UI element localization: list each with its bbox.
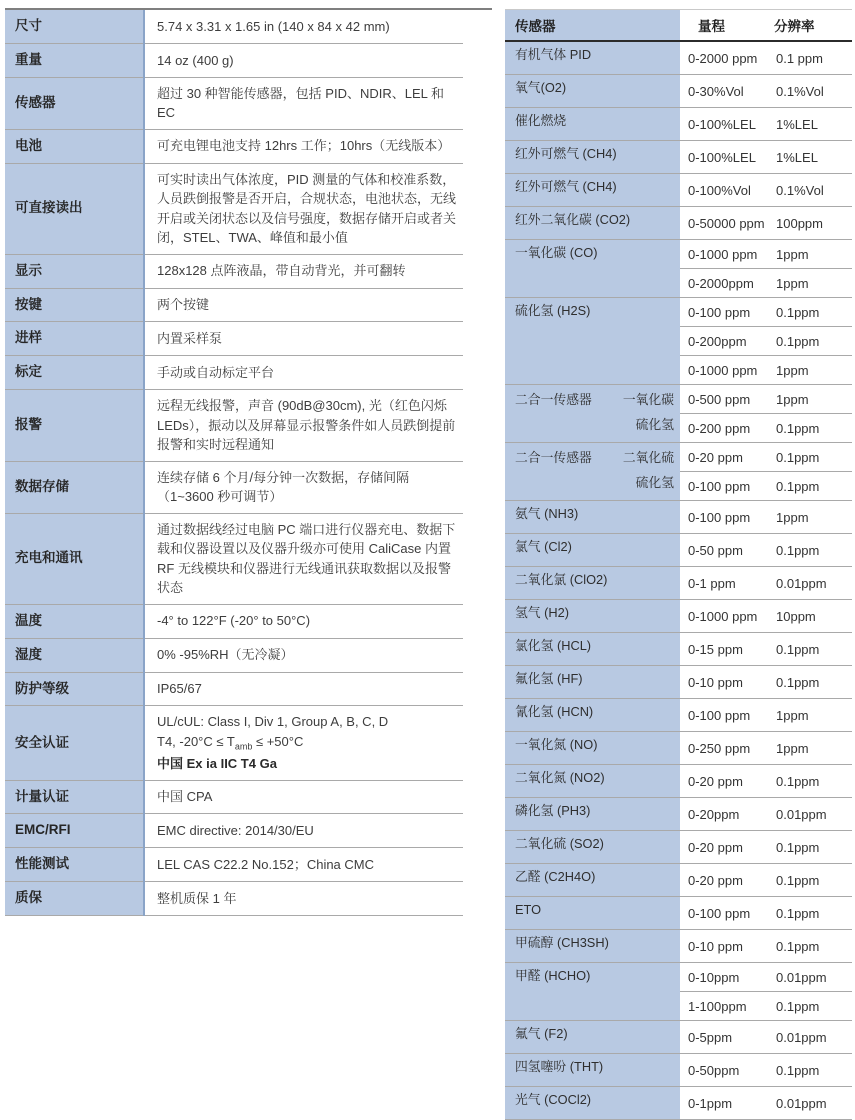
spec-row [5, 461, 463, 513]
range-cell: 0-30%Vol [680, 75, 772, 108]
sensor-name-line [515, 388, 676, 412]
sensor-row [505, 174, 852, 207]
resolution-cell: 0.1ppm [772, 864, 852, 897]
sensor-row [505, 443, 852, 472]
sensor-row [505, 240, 852, 269]
sensor-name-cell: 氯化氢 (HCL) [505, 633, 680, 666]
spec-row [5, 322, 463, 356]
range-cell: 0-100 ppm [680, 298, 772, 327]
spec-value-cell: LEL CAS C22.2 No.152；China CMC [144, 848, 463, 882]
sensor-row [505, 41, 852, 75]
spec-value-cell: 中国 CPA [144, 780, 463, 814]
resolution-cell: 1ppm [772, 385, 852, 414]
sensor-name-cell: 氟气 (F2) [505, 1021, 680, 1054]
range-cell: 0-15 ppm [680, 633, 772, 666]
spec-label-cell: 充电和通讯 [5, 513, 144, 604]
sensor-row [505, 600, 852, 633]
spec-label-cell: 温度 [5, 604, 144, 638]
resolution-cell: 0.1ppm [772, 930, 852, 963]
resolution-cell: 1ppm [772, 356, 852, 385]
spec-label-cell: 报警 [5, 390, 144, 462]
range-cell: 0-1ppm [680, 1087, 772, 1120]
resolution-cell: 1ppm [772, 501, 852, 534]
spec-row [5, 163, 463, 254]
sensor-name-cell: 红外可燃气 (CH4) [505, 174, 680, 207]
sensor-row [505, 534, 852, 567]
sensor-row [505, 897, 852, 930]
spec-label-cell: 按键 [5, 288, 144, 322]
spec-row [5, 814, 463, 848]
sensor-name-cell: 甲醛 (HCHO) [505, 963, 680, 1021]
sensor-name-line [515, 412, 676, 438]
sensor-name-cell: 一氧化氮 (NO) [505, 732, 680, 765]
sensor-name-line [515, 470, 676, 496]
sensor-name-cell [505, 443, 680, 501]
sensor-table-body [505, 41, 852, 1120]
spec-row [5, 604, 463, 638]
resolution-cell: 0.1ppm [772, 992, 852, 1021]
sensor-name-cell [505, 385, 680, 443]
sensor-row [505, 567, 852, 600]
resolution-cell: 1ppm [772, 240, 852, 269]
spec-row [5, 288, 463, 322]
resolution-cell: 1ppm [772, 732, 852, 765]
range-cell: 0-50ppm [680, 1054, 772, 1087]
sensor-sub-label: 硫化氢 [635, 475, 674, 490]
spec-row [5, 77, 463, 129]
spec-value-line: UL/cUL: Class I, Div 1, Group A, B, C, D [157, 714, 389, 730]
resolution-cell: 10ppm [772, 600, 852, 633]
spec-label-cell: 安全认证 [5, 706, 144, 780]
sensor-name-label: 二合一传感器 [515, 392, 592, 407]
spec-value-cell: 128x128 点阵液晶，带自动背光，并可翻转 [144, 254, 463, 288]
range-cell: 0-200ppm [680, 327, 772, 356]
resolution-cell: 0.1%Vol [772, 174, 852, 207]
spec-row [5, 129, 463, 163]
resolution-cell: 0.1ppm [772, 534, 852, 567]
range-cell: 1-100ppm [680, 992, 772, 1021]
resolution-cell: 0.01ppm [772, 567, 852, 600]
sensor-row [505, 75, 852, 108]
sensor-name-cell: 一氧化碳 (CO) [505, 240, 680, 298]
resolution-cell: 1%LEL [772, 108, 852, 141]
sensor-row [505, 1021, 852, 1054]
spec-value-cell [144, 706, 463, 780]
sensor-row [505, 633, 852, 666]
spec-label-cell: 数据存储 [5, 461, 144, 513]
spec-row [5, 513, 463, 604]
spec-value-cell: 超过 30 种智能传感器，包括 PID、NDIR、LEL 和 EC [144, 77, 463, 129]
sensor-spec-table [505, 9, 852, 1120]
range-cell: 0-10 ppm [680, 666, 772, 699]
sensor-name-cell: ETO [505, 897, 680, 930]
resolution-cell: 0.01ppm [772, 1087, 852, 1120]
spec-label-cell: 计量认证 [5, 780, 144, 814]
range-cell: 0-100 ppm [680, 897, 772, 930]
sensor-row [505, 930, 852, 963]
sensor-name-cell: 磷化氢 (PH3) [505, 798, 680, 831]
spec-table-body [5, 10, 463, 916]
sensor-row [505, 831, 852, 864]
resolution-cell: 0.1ppm [772, 1054, 852, 1087]
resolution-cell: 0.1 ppm [772, 41, 852, 75]
range-cell: 0-100%LEL [680, 141, 772, 174]
sensor-name-cell: 氢气 (H2) [505, 600, 680, 633]
range-cell: 0-20 ppm [680, 864, 772, 897]
spec-row [5, 43, 463, 77]
sensor-name-cell: 乙醛 (C2H4O) [505, 864, 680, 897]
spec-row [5, 706, 463, 780]
spec-label-cell: 可直接读出 [5, 163, 144, 254]
range-cell: 0-2000 ppm [680, 41, 772, 75]
spec-row [5, 390, 463, 462]
spec-label-cell: 标定 [5, 356, 144, 390]
spec-value-cell: 5.74 x 3.31 x 1.65 in (140 x 84 x 42 mm) [144, 10, 463, 43]
spec-label-cell: 性能测试 [5, 848, 144, 882]
sensor-name-cell: 硫化氢 (H2S) [505, 298, 680, 385]
resolution-cell: 0.01ppm [772, 1021, 852, 1054]
sensor-name-cell: 红外可燃气 (CH4) [505, 141, 680, 174]
resolution-cell: 0.1ppm [772, 897, 852, 930]
resolution-cell: 0.1ppm [772, 765, 852, 798]
sensor-row [505, 765, 852, 798]
range-cell: 0-50 ppm [680, 534, 772, 567]
sensor-name-cell: 甲硫醇 (CH3SH) [505, 930, 680, 963]
range-cell: 0-2000ppm [680, 269, 772, 298]
resolution-cell: 1ppm [772, 699, 852, 732]
range-cell: 0-250 ppm [680, 732, 772, 765]
resolution-cell: 0.01ppm [772, 963, 852, 992]
sensor-sub-label: 硫化氢 [635, 417, 674, 432]
range-cell: 0-100 ppm [680, 472, 772, 501]
sensor-row [505, 699, 852, 732]
spec-value-cell: 手动或自动标定平台 [144, 356, 463, 390]
spec-value-cell: 通过数据线经过电脑 PC 端口进行仪器充电、数据下载和仪器设置以及仪器升级亦可使用 CaliCase 内置 RF 无线模块和仪器进行无线通讯获取数据以及报警状态 [144, 513, 463, 604]
sensor-name-cell: 氟化氢 (HF) [505, 666, 680, 699]
sensor-sub-label: 一氧化碳 [622, 392, 674, 407]
spec-row [5, 882, 463, 916]
range-cell: 0-20 ppm [680, 443, 772, 472]
resolution-cell: 1ppm [772, 269, 852, 298]
spec-value-cell: 可充电锂电池支持 12hrs 工作；10hrs（无线版本） [144, 129, 463, 163]
range-cell: 0-1000 ppm [680, 356, 772, 385]
spec-value-cell: 可实时读出气体浓度，PID 测量的气体和校准系数，人员跌倒报警是否开启，合规状态，电池状态，无线开启或关闭状态以及信号强度，数据存储开启或者关闭，STEL、TWA、峰值和最小值 [144, 163, 463, 254]
resolution-cell: 0.1ppm [772, 414, 852, 443]
sensor-name-cell: 氧气(O2) [505, 75, 680, 108]
range-cell: 0-100%LEL [680, 108, 772, 141]
range-cell: 0-1000 ppm [680, 240, 772, 269]
range-cell: 0-200 ppm [680, 414, 772, 443]
spec-value-cell: 整机质保 1 年 [144, 882, 463, 916]
sensor-name-cell: 有机气体 PID [505, 41, 680, 75]
range-cell: 0-100%Vol [680, 174, 772, 207]
product-spec-table [5, 10, 463, 916]
spec-value-cell: 0% -95%RH（无冷凝） [144, 638, 463, 672]
spec-value-cell: 两个按键 [144, 288, 463, 322]
spec-row [5, 638, 463, 672]
range-cell: 0-500 ppm [680, 385, 772, 414]
spec-label-cell: 防护等级 [5, 672, 144, 706]
spec-value-cell: 远程无线报警，声音 (90dB@30cm), 光（红色闪烁 LEDs），振动以及屏幕显示报警条件如人员跌倒提前报警和实时远程通知 [144, 390, 463, 462]
spec-value-cell: -4° to 122°F (-20° to 50°C) [144, 604, 463, 638]
resolution-column-header: 分辨率 [772, 10, 852, 42]
sensor-name-cell: 二氧化硫 (SO2) [505, 831, 680, 864]
spec-value-cell: EMC directive: 2014/30/EU [144, 814, 463, 848]
spec-label-cell: 进样 [5, 322, 144, 356]
resolution-cell: 0.1ppm [772, 472, 852, 501]
range-cell: 0-10 ppm [680, 930, 772, 963]
spec-label-cell: EMC/RFI [5, 814, 144, 848]
spec-row [5, 10, 463, 43]
sensor-column-header: 传感器 [505, 10, 680, 42]
spec-label-cell: 电池 [5, 129, 144, 163]
range-cell: 0-1 ppm [680, 567, 772, 600]
range-cell: 0-1000 ppm [680, 600, 772, 633]
sensor-name-cell: 催化燃烧 [505, 108, 680, 141]
spec-value-cell: 内置采样泵 [144, 322, 463, 356]
range-cell: 0-100 ppm [680, 699, 772, 732]
spec-label-cell: 尺寸 [5, 10, 144, 43]
spec-label-cell: 湿度 [5, 638, 144, 672]
sensor-table-header-row [505, 10, 852, 42]
resolution-cell: 0.1ppm [772, 327, 852, 356]
spec-row [5, 848, 463, 882]
range-cell: 0-20 ppm [680, 765, 772, 798]
sensor-row [505, 732, 852, 765]
resolution-cell: 0.1ppm [772, 831, 852, 864]
sensor-name-cell: 二氧化氯 (ClO2) [505, 567, 680, 600]
spec-value-cell: 连续存储 6 个月/每分钟一次数据，存储间隔（1~3600 秒可调节） [144, 461, 463, 513]
spec-value-cell: IP65/67 [144, 672, 463, 706]
resolution-cell: 1%LEL [772, 141, 852, 174]
resolution-cell: 0.1%Vol [772, 75, 852, 108]
range-cell: 0-20 ppm [680, 831, 772, 864]
sensor-sub-label: 二氧化硫 [622, 450, 674, 465]
range-cell: 0-20ppm [680, 798, 772, 831]
sensor-name-cell: 四氢噻吩 (THT) [505, 1054, 680, 1087]
sensor-row [505, 207, 852, 240]
range-cell: 0-10ppm [680, 963, 772, 992]
range-cell: 0-5ppm [680, 1021, 772, 1054]
spec-value-line: 中国 Ex ia IIC T4 Ga [157, 756, 277, 771]
spec-row [5, 356, 463, 390]
spec-label-cell: 重量 [5, 43, 144, 77]
range-cell: 0-100 ppm [680, 501, 772, 534]
resolution-cell: 0.1ppm [772, 666, 852, 699]
sensor-name-cell: 氨气 (NH3) [505, 501, 680, 534]
sensor-name-cell: 氯气 (Cl2) [505, 534, 680, 567]
sensor-name-cell: 光气 (COCl2) [505, 1087, 680, 1120]
sensor-row [505, 666, 852, 699]
spec-row [5, 780, 463, 814]
sensor-name-cell: 氰化氢 (HCN) [505, 699, 680, 732]
sensor-row [505, 1087, 852, 1120]
sensor-row [505, 141, 852, 174]
spec-value-line: T4, $-20^\circ C \le T_{amb} \le +50^\circ C$ [157, 733, 304, 752]
resolution-cell: 0.01ppm [772, 798, 852, 831]
spec-row [5, 672, 463, 706]
sensor-name-line [515, 446, 676, 470]
spec-row [5, 254, 463, 288]
sensor-row [505, 798, 852, 831]
sensor-row [505, 385, 852, 414]
sensor-name-label: 二合一传感器 [515, 450, 592, 465]
resolution-cell: 0.1ppm [772, 298, 852, 327]
spec-value-cell: 14 oz (400 g) [144, 43, 463, 77]
sensor-name-cell: 红外二氧化碳 (CO2) [505, 207, 680, 240]
sensor-row [505, 864, 852, 897]
range-column-header: 量程 [680, 10, 772, 42]
spec-label-cell: 传感器 [5, 77, 144, 129]
resolution-cell: 0.1ppm [772, 633, 852, 666]
resolution-cell: 0.1ppm [772, 443, 852, 472]
sensor-row [505, 1054, 852, 1087]
sensor-row [505, 501, 852, 534]
sensor-name-cell: 二氧化氮 (NO2) [505, 765, 680, 798]
resolution-cell: 100ppm [772, 207, 852, 240]
spec-label-cell: 显示 [5, 254, 144, 288]
sensor-row [505, 298, 852, 327]
sensor-row [505, 108, 852, 141]
sensor-row [505, 963, 852, 992]
spec-label-cell: 质保 [5, 882, 144, 916]
range-cell: 0-50000 ppm [680, 207, 772, 240]
